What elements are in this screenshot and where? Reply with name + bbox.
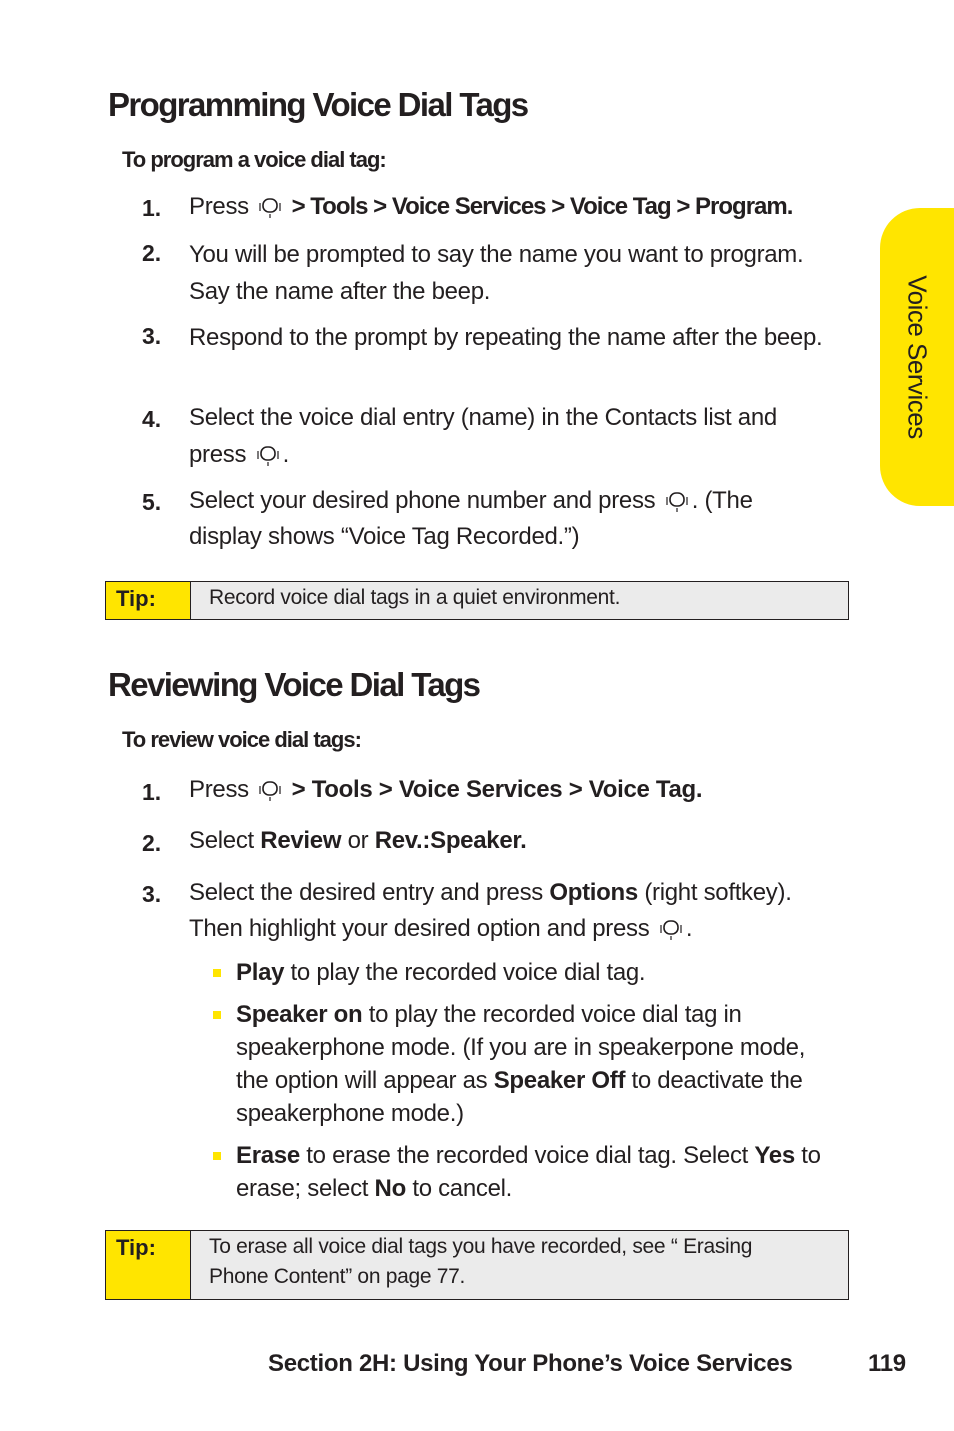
bullet-text: to deactivate the speakerphone mode.) (236, 1067, 803, 1127)
tip-label: Tip: (106, 1231, 191, 1299)
section-title-programming: Programming Voice Dial Tags (108, 86, 528, 123)
bullet-bold: Speaker on (236, 1001, 363, 1028)
tip-label: Tip: (106, 582, 191, 619)
step-5-line1 (189, 487, 753, 515)
bullet-text: to play the recorded voice dial tag in speakerphone mode. (If you are in speakerpone mode, the option will appear as (236, 1001, 806, 1094)
bullet-icon (213, 1152, 221, 1160)
bullet-bold: No (374, 1175, 406, 1202)
step-text: You will be prompted to say the name you want to program. Say the name after the beep. (189, 241, 804, 305)
step-3-line1 (189, 879, 792, 907)
step-number: 4. (142, 406, 162, 432)
step-3-line2 (189, 915, 692, 943)
bullet-text: to erase the recorded voice dial tag. Select (306, 1142, 749, 1169)
menu-path: > Tools > Voice Services > Voice Tag > Program. (291, 193, 793, 220)
option-review: Review (260, 827, 342, 854)
tip-text: To erase all voice dial tags you have recorded, see “ Erasing Phone Content” on page 77. (209, 1235, 753, 1288)
step-number: 1. (142, 195, 162, 221)
step-1-line (189, 776, 702, 804)
step-number: 3. (142, 323, 162, 349)
step-text: Press (189, 193, 249, 220)
step-text: Select your desired phone number and press (189, 487, 656, 514)
step-text: Press (189, 776, 249, 803)
step-number: 1. (142, 779, 162, 805)
menu-key-icon (257, 197, 283, 217)
tip-text: Record voice dial tags in a quiet environment. (209, 586, 621, 609)
step-4-line2 (189, 441, 289, 469)
bullet-item (236, 998, 806, 1130)
options-softkey: Options (549, 879, 638, 906)
bullet-bold: Yes (754, 1142, 795, 1169)
bullet-bold: Play (236, 959, 285, 986)
bullet-text: to play the recorded voice dial tag. (290, 959, 646, 986)
menu-key-icon (664, 491, 690, 511)
step-text: Select the desired entry and press (189, 879, 544, 906)
step-text: Select (189, 827, 254, 854)
bullet-text: to erase; select (236, 1142, 821, 1202)
footer-section-title: Section 2H: Using Your Phone’s Voice Services (268, 1350, 793, 1377)
bullet-bold: Speaker Off (493, 1067, 626, 1094)
step-text: Respond to the prompt by repeating the name after the beep. (189, 324, 823, 351)
subhead-review: To review voice dial tags: (122, 727, 361, 752)
step-text: press (189, 441, 247, 468)
step-number: 5. (142, 489, 162, 515)
step-text: . (The (691, 487, 753, 514)
side-tab-label: Voice Services (902, 275, 933, 439)
menu-key-icon (257, 780, 283, 800)
step-number: 2. (142, 830, 162, 856)
step-text: display shows “Voice Tag Recorded.”) (189, 523, 580, 550)
step-text: or (347, 827, 369, 854)
tip-box (105, 1230, 849, 1300)
bullet-text: to cancel. (412, 1175, 513, 1202)
step-2-line (189, 827, 526, 855)
bullet-bold: Erase (236, 1142, 300, 1169)
bullet-item (236, 1139, 856, 1205)
section-title-reviewing: Reviewing Voice Dial Tags (108, 666, 480, 703)
step-number: 2. (142, 240, 162, 266)
page-number: 119 (868, 1350, 906, 1377)
menu-path: > Tools > Voice Services > Voice Tag. (291, 776, 703, 803)
bullet-icon (213, 1011, 221, 1019)
step-text: . (282, 441, 289, 468)
step-1-line (189, 193, 792, 221)
tip-box (105, 581, 849, 620)
step-number: 3. (142, 881, 162, 907)
subhead-program: To program a voice dial tag: (122, 147, 386, 172)
bullet-icon (213, 969, 221, 977)
bullet-item (236, 956, 856, 989)
menu-key-icon (255, 445, 281, 465)
step-text: Select the voice dial entry (name) in the Contacts list and (189, 404, 777, 431)
step-text: . (685, 915, 693, 942)
step-text: Then highlight your desired option and press (189, 915, 650, 942)
step-text: (right softkey). (644, 879, 792, 906)
menu-key-icon (658, 919, 684, 939)
option-rev-speaker: Rev.:Speaker. (374, 827, 527, 854)
